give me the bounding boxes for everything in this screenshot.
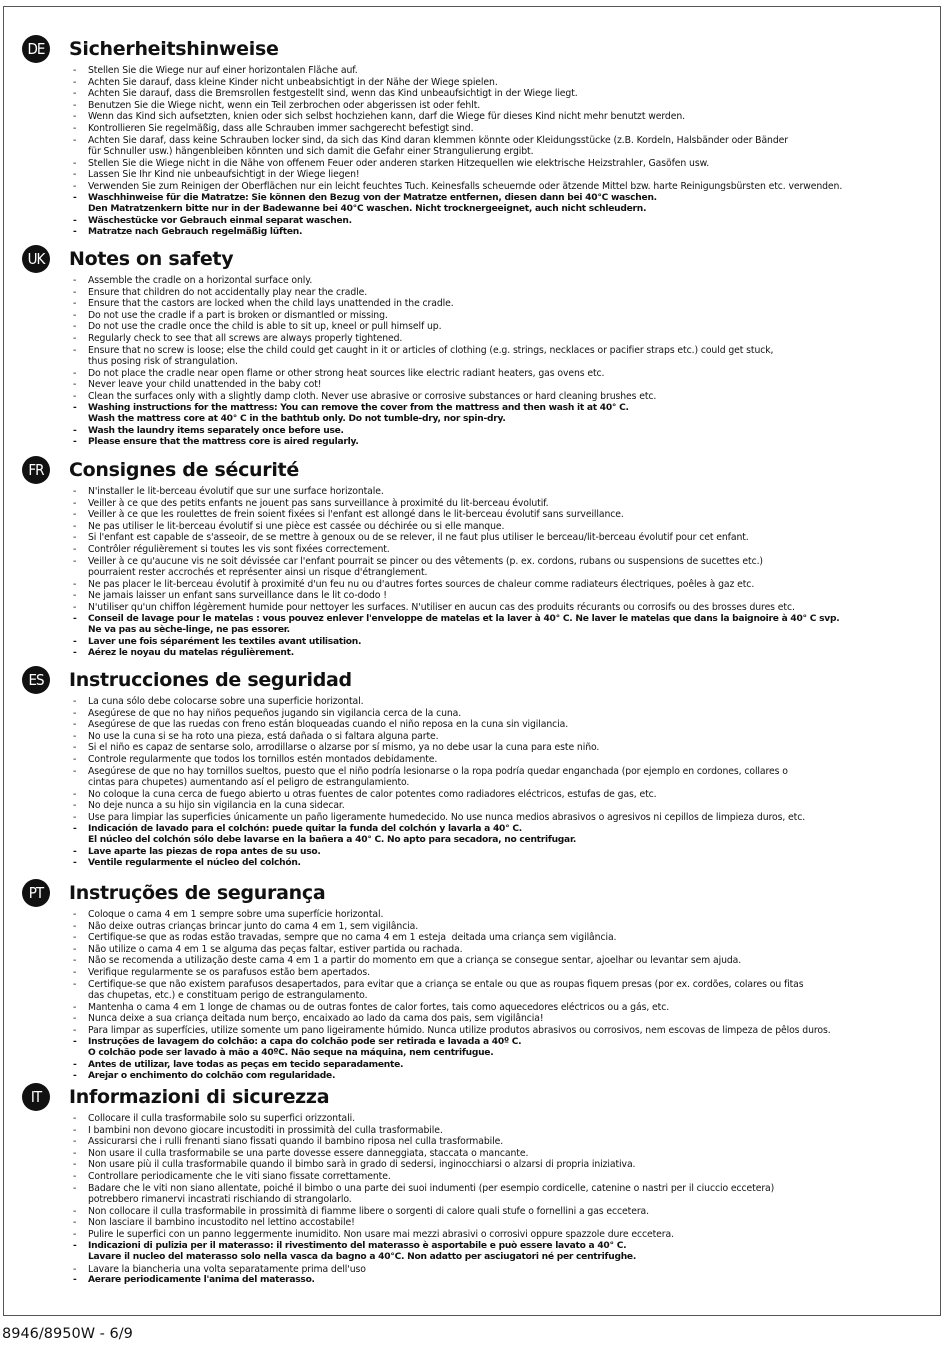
list-item [22,921,922,933]
list-item [22,824,922,847]
safety-list [22,486,922,660]
list-item-text: Arejar o enchimento do colchão com regularidade. [88,1071,336,1082]
list-item [22,1159,922,1171]
list-item [22,77,922,89]
bullet-dash: - [73,978,77,990]
list-item-text: Badare che le viti non siano allentate, poiché il bimbo o una parte dei suoi indumenti (per esempio cordicelle, catenine o nastri per il ciuccio eccetera) [88,1182,775,1194]
list-item [22,742,922,754]
list-item-text: Coloque o cama 4 em 1 sempre sobre uma superfície horizontal. [88,909,384,920]
bullet-dash: - [73,730,77,742]
bullet-dash: - [73,578,77,590]
list-item [22,754,922,766]
list-item [22,1136,922,1148]
bullet-dash: - [73,1036,77,1047]
list-item [22,437,922,449]
list-item-text: Assemble the cradle on a horizontal surface only. [88,275,313,286]
bullet-dash: - [73,65,77,76]
list-item-text: Não se recomenda a utilização deste cama 4 em 1 a partir do momento em que a criança se consegue sentar, ajoelhar ou levantar sem ajuda. [88,955,742,967]
list-item-continuation: O colchão pode ser lavado à mão a 40ºC. Não seque na máquina, nem centrifugue. [88,1048,494,1059]
bullet-dash: - [73,753,77,765]
bullet-dash: - [73,1217,77,1229]
section-header [22,246,922,272]
list-item [22,227,922,239]
list-item [22,1025,922,1037]
list-item [22,486,922,498]
bullet-dash: - [73,858,77,869]
list-item [22,766,922,789]
bullet-dash: - [73,227,77,238]
bullet-dash: - [73,1147,77,1159]
bullet-dash: - [73,1170,77,1182]
list-item [22,1264,922,1276]
list-item-text: Benutzen Sie die Wiege nicht, wenn ein Teil zerbrochen oder abgerissen ist oder fehlt. [88,99,481,111]
list-item [22,719,922,731]
list-item-text: Certifique-se que não existem parafusos desapertados, para evitar que a criança se entale ou que as roupas fiquem presas (por ex. cordões, colares ou fitas [88,978,804,990]
list-item-continuation: thus posing risk of strangulation. [88,356,238,368]
bullet-dash: - [73,157,77,169]
list-item-text: Do not place the cradle near open flame or other strong heat sources like electric radiant heaters, gas ovens etc. [88,367,605,379]
bullet-dash: - [73,321,77,333]
bullet-dash: - [73,932,77,944]
bullet-dash: - [73,76,77,88]
bullet-dash: - [73,122,77,134]
list-item-text: Ne pas placer le lit-berceau évolutif à proximité d'un feu nu ou d'autres fortes sources de chaleur comme radiateurs électriques, poêles à gaz etc. [88,578,755,590]
list-item-text: Aérez le noyau du matelas régulièrement. [88,648,294,659]
language-badge-icon: FR [22,456,50,484]
list-item-text: N'installer le lit-berceau évolutif que sur une surface horizontale. [88,486,384,497]
list-item [22,379,922,391]
list-item-text: Certifique-se que as rodas estão travadas, sempre que no cama 4 em 1 esteja deitada uma criança sem vigilância. [88,932,617,944]
list-item-text: Ventile regularmente el núcleo del colchón. [88,858,301,869]
list-item-text: Asegúrese de que no hay tornillos sueltos, puesto que el niño podría lesionarse o la ropa podría quedar enganchada (por ejemplo en cordones, collares o [88,765,788,777]
list-item [22,123,922,135]
language-badge-icon: ES [22,666,50,694]
list-item [22,1229,922,1241]
bullet-dash: - [73,532,77,544]
list-item-text: No use la cuna si se ha roto una pieza, está dañada o si faltara alguna parte. [88,730,439,742]
list-item-text: I bambini non devono giocare incustoditi in prossimità del culla trasformabile. [88,1124,443,1136]
bullet-dash: - [73,1059,77,1070]
list-item-continuation: Wash the mattress core at 40° C in the bathtub only. Do not tumble-dry, nor spin-dry. [88,414,506,425]
list-item-text: Mantenha o cama 4 em 1 longe de chamas ou de outras fontes de calor fortes, tais como aquecedores eléctricos ou a gás, etc. [88,1001,670,1013]
list-item [22,1275,922,1287]
bullet-dash: - [73,1240,77,1251]
list-item [22,614,922,637]
list-item [22,100,922,112]
bullet-dash: - [73,1124,77,1136]
bullet-dash: - [73,543,77,555]
list-item [22,708,922,720]
bullet-dash: - [73,332,77,344]
list-item-text: Verwenden Sie zum Reinigen der Oberflächen nur ein leicht feuchtes Tuch. Keinesfalls scheuernde oder ätzende Mittel bzw. harte Reinigungsbürsten etc. verwenden. [88,180,843,192]
bullet-dash: - [73,509,77,521]
bullet-dash: - [73,920,77,932]
section-es [22,667,922,870]
list-item [22,333,922,345]
list-item-text: Ensure that the castors are locked when the child lays unattended in the cradle. [88,298,454,310]
list-item [22,812,922,824]
list-item [22,391,922,403]
list-item [22,648,922,660]
list-item-text: Controle regularmente que todos los tornillos estén montados debidamente. [88,753,438,765]
bullet-dash: - [73,111,77,123]
bullet-dash: - [73,1182,77,1194]
list-item-continuation: potrebbero rimanervi incastrati rischiando di strangolarlo. [88,1194,352,1206]
bullet-dash: - [73,1024,77,1036]
bullet-dash: - [73,1263,77,1275]
bullet-dash: - [73,742,77,754]
bullet-dash: - [73,309,77,321]
section-title: Instrucciones de seguridad [69,669,352,691]
list-item [22,169,922,181]
section-title: Consignes de sécurité [69,459,299,481]
section-pt [22,880,922,1083]
bullet-dash: - [73,966,77,978]
list-item [22,532,922,544]
list-item-text: Veiller à ce que les roulettes de frein soient fixées si l'enfant est allongé dans le lit-berceau évolutif sans surveillance. [88,509,624,521]
bullet-dash: - [73,1071,77,1082]
list-item-text: Verifique regularmente se os parafusos estão bem apertados. [88,966,370,978]
list-item [22,556,922,579]
bullet-dash: - [73,437,77,448]
list-item-text: La cuna sólo debe colocarse sobre una superficie horizontal. [88,696,364,707]
list-item-text: Wash the laundry items separately once before use. [88,425,344,436]
list-item [22,1241,922,1264]
bullet-dash: - [73,134,77,146]
list-item-continuation: Lavare il nucleo del materasso solo nella vasca da bagno a 40°C. Non adatto per asciugatori né per centrifughe. [88,1252,637,1263]
list-item-text: Instruções de lavagem do colchão: a capa do colchão pode ser retirada e lavada a 40º C. [88,1036,522,1047]
bullet-dash: - [73,1228,77,1240]
list-item-text: Kontrollieren Sie regelmäßig, dass alle Schrauben immer sachgerecht befestigt sind. [88,122,474,134]
list-item-text: Ensure that children do not accidentally play near the cradle. [88,286,368,298]
safety-list [22,696,922,870]
list-item [22,1037,922,1060]
list-item-text: Veiller à ce qu'aucune vis ne soit dévissée car l'enfant pourrait se pincer ou des vêtements (p. ex. cordons, rubans ou suspensions de sucettes etc.) [88,555,763,567]
list-item [22,909,922,921]
list-item-text: Pulire le superfici con un panno leggermente inumidito. Non usare mai mezzi abrasivi o corrosivi oppure spazzole dure eccetera. [88,1228,674,1240]
section-header [22,457,922,483]
bullet-dash: - [73,425,77,436]
list-item-text: Never leave your child unattended in the baby cot! [88,379,322,391]
section-header [22,880,922,906]
list-item [22,275,922,287]
section-de [22,36,922,239]
bullet-dash: - [73,520,77,532]
list-item-text: Asegúrese de que las ruedas con freno están bloqueadas cuando el niño reposa en la cuna sin vigilancia. [88,719,569,731]
list-item [22,1125,922,1137]
bullet-dash: - [73,555,77,567]
bullet-dash: - [73,1275,77,1286]
section-title: Instruções de segurança [69,882,326,904]
list-item-text: Ne pas utiliser le lit-berceau évolutif si une pièce est cassée ou déchirée ou si elle manque. [88,520,505,532]
bullet-dash: - [73,486,77,497]
bullet-dash: - [73,88,77,100]
bullet-dash: - [73,811,77,823]
list-item [22,181,922,193]
bullet-dash: - [73,909,77,920]
list-item [22,979,922,1002]
list-item [22,1113,922,1125]
list-item [22,509,922,521]
bullet-dash: - [73,286,77,298]
list-item-text: Please ensure that the mattress core is aired regularly. [88,437,359,448]
list-item-text: Para limpar as superfícies, utilize somente um pano ligeiramente húmido. Nunca utilize produtos abrasivos ou corrosivos, nem escovas de limpeza de pêlos duros. [88,1024,831,1036]
list-item-continuation: El núcleo del colchón sólo debe lavarse en la bañera a 40° C. No apto para secadora, no centrifugar. [88,835,577,846]
list-item [22,1183,922,1206]
list-item [22,967,922,979]
section-title: Sicherheitshinweise [69,38,279,60]
bullet-dash: - [73,1136,77,1148]
language-badge-icon: DE [22,35,50,63]
list-item-text: N'utiliser qu'un chiffon légèrement humide pour nettoyer les surfaces. N'utiliser en aucun cas des produits récurants ou corrosifs ou des brosses dures etc. [88,601,795,613]
section-header [22,36,922,62]
list-item [22,403,922,426]
bullet-dash: - [73,298,77,310]
list-item [22,858,922,870]
list-item-text: Não deixe outras crianças brincar junto do cama 4 em 1, sem vigilância. [88,920,419,932]
list-item-text: Stellen Sie die Wiege nur auf einer horizontalen Fläche auf. [88,65,358,76]
bullet-dash: - [73,636,77,647]
list-item [22,1060,922,1072]
bullet-dash: - [73,379,77,391]
bullet-dash: - [73,800,77,812]
section-uk [22,246,922,449]
section-title: Informazioni di sicurezza [69,1086,330,1108]
list-item [22,65,922,77]
list-item [22,1206,922,1218]
list-item-continuation: das chupetas, etc.) e constituam perigo de estrangulamento. [88,990,368,1002]
list-item [22,368,922,380]
bullet-dash: - [73,1113,77,1124]
list-item-text: Controllare periodicamente che le viti siano fissate correttamente. [88,1170,391,1182]
bullet-dash: - [73,1205,77,1217]
safety-list [22,275,922,449]
list-item-text: Wäschestücke vor Gebrauch einmal separat waschen. [88,215,352,226]
language-badge-icon: PT [22,879,50,907]
list-item-text: Nunca deixe a sua criança deitada num berço, encaixado ao lado da cama dos pais, sem vigilância! [88,1013,544,1025]
list-item-continuation: Den Matratzenkern bitte nur in der Badewanne bei 40°C waschen. Nicht trocknergeeignet, auch nicht schleudern. [88,204,647,215]
list-item-text: Non usare più il culla trasformabile quando il bimbo sarà in grado di sedersi, inginocchiarsi o alzarsi di propria iniziativa. [88,1159,636,1171]
list-item-text: Lavare la biancheria una volta separatamente prima dell'uso [88,1263,366,1275]
list-item-text: Achten Sie darauf, dass die Bremsrollen festgestellt sind, wenn das Kind unbeaufsichtigt in der Wiege liegt. [88,88,578,100]
list-item [22,1217,922,1229]
list-item [22,158,922,170]
list-item-text: Non collocare il culla trasformabile in prossimità di fiamme libere o sorgenti di calore quali stufe o fornellini a gas eccetera. [88,1205,650,1217]
list-item-text: Non usare il culla trasformabile se una parte dovesse essere danneggiata, staccata o mancante. [88,1147,529,1159]
list-item-continuation: pourraient rester accrochés et représenter ainsi un risque d'étranglement. [88,567,428,579]
bullet-dash: - [73,169,77,181]
list-item [22,111,922,123]
list-item-text: Wenn das Kind sich aufsetzten, knien oder sich selbst hochziehen kann, darf die Wiege für dieses Kind nicht mehr benutzt werden. [88,111,685,123]
safety-list [22,1113,922,1287]
list-item-text: Indicación de lavado para el colchón: puede quitar la funda del colchón y lavarla a 40° C. [88,823,522,834]
list-item [22,216,922,228]
list-item [22,193,922,216]
section-fr [22,457,922,660]
bullet-dash: - [73,390,77,402]
list-item [22,932,922,944]
section-title: Notes on safety [69,248,234,270]
list-item-text: Si l'enfant est capable de s'asseoir, de se mettre à genoux ou de se relever, il ne faut plus utiliser le berceau/lit-berceau évolutif pour cet enfant. [88,532,749,544]
list-item-text: No deje nunca a su hijo sin vigilancia en la cuna sidecar. [88,800,345,812]
list-item [22,345,922,368]
list-item-text: Waschhinweise für die Matratze: Sie können den Bezug von der Matratze entfernen, diesen dann bei 40°C waschen. [88,192,657,203]
list-item-text: Veiller à ce que des petits enfants ne jouent pas sans surveillance à proximité du lit-berceau évolutif. [88,497,549,509]
list-item-text: Collocare il culla trasformabile solo su superfici orizzontali. [88,1113,355,1124]
list-item [22,310,922,322]
list-item [22,321,922,333]
list-item [22,731,922,743]
bullet-dash: - [73,613,77,624]
list-item [22,944,922,956]
safety-list [22,65,922,239]
list-item [22,955,922,967]
list-item-continuation: für Schnuller usw.) hängenbleiben könnten und sich damit die Gefahr einer Strangulierung ergibt. [88,146,534,158]
list-item-continuation: Ne va pas au sèche-linge, ne pas essorer. [88,625,290,636]
bullet-dash: - [73,696,77,707]
bullet-dash: - [73,765,77,777]
list-item-text: Si el niño es capaz de sentarse solo, arrodillarse o alzarse por sí mismo, ya no debe usar la cuna para este niño. [88,742,600,754]
list-item-text: Aerare periodicamente l'anima del materasso. [88,1275,315,1286]
list-item-text: No coloque la cuna cerca de fuego abierto u otras fuentes de calor potentes como radiadores eléctricos, estufas de gas, etc. [88,788,657,800]
list-item [22,579,922,591]
section-header [22,1084,922,1110]
list-item-text: Clean the surfaces only with a slightly damp cloth. Never use abrasive or corrosive substances or hard cleaning brushes etc. [88,390,657,402]
bullet-dash: - [73,215,77,226]
list-item [22,1013,922,1025]
bullet-dash: - [73,788,77,800]
list-item [22,521,922,533]
list-item-text: Stellen Sie die Wiege nicht in die Nähe von offenem Feuer oder anderen starken Hitzequellen wie elektrische Heizstrahler, Gasöfen usw. [88,157,710,169]
bullet-dash: - [73,955,77,967]
list-item-text: Do not use the cradle once the child is able to sit up, kneel or pull himself up. [88,321,442,333]
list-item-text: Ensure that no screw is loose; else the child could get caught in it or articles of clothing (e.g. strings, necklaces or pacifier straps etc.) could get stuck, [88,344,774,356]
list-item [22,789,922,801]
bullet-dash: - [73,601,77,613]
list-item [22,1148,922,1160]
list-item-text: Assicurarsi che i rulli frenanti siano fissati quando il bambino riposa nel culla trasformabile. [88,1136,504,1148]
bullet-dash: - [73,99,77,111]
safety-list [22,909,922,1083]
list-item [22,498,922,510]
list-item [22,135,922,158]
list-item [22,1171,922,1183]
section-header [22,667,922,693]
list-item-text: Achten Sie darauf, dass kleine Kinder nicht unbeabsichtigt in der Nähe der Wiege spielen. [88,76,498,88]
list-item [22,287,922,299]
list-item [22,847,922,859]
bullet-dash: - [73,707,77,719]
list-item [22,602,922,614]
section-it [22,1084,922,1287]
list-item [22,88,922,100]
list-item [22,1071,922,1083]
list-item [22,696,922,708]
list-item [22,426,922,438]
bullet-dash: - [73,497,77,509]
bullet-dash: - [73,367,77,379]
list-item [22,590,922,602]
list-item [22,544,922,556]
list-item-text: Contrôler régulièrement si toutes les vis sont fixées correctement. [88,543,390,555]
list-item [22,800,922,812]
bullet-dash: - [73,192,77,203]
list-item-text: Laver une fois séparément les textiles avant utilisation. [88,636,362,647]
bullet-dash: - [73,823,77,834]
language-badge-icon: UK [22,245,50,273]
list-item-text: Não utilize o cama 4 em 1 se alguma das peças faltar, estiver partida ou rachada. [88,943,463,955]
list-item-text: Do not use the cradle if a part is broken or dismantled or missing. [88,309,388,321]
bullet-dash: - [73,590,77,602]
list-item [22,1002,922,1014]
bullet-dash: - [73,180,77,192]
list-item-text: Use para limpiar las superficies únicamente un paño ligeramente humedecido. No use nunca medios abrasivos o agresivos ni cepillos de limpieza duros, etc. [88,811,806,823]
bullet-dash: - [73,1159,77,1171]
bullet-dash: - [73,402,77,413]
list-item-text: Lassen Sie Ihr Kind nie unbeaufsichtigt in der Wiege liegen! [88,169,360,181]
page-footer: 8946/8950W - 6/9 [2,1326,133,1342]
list-item [22,637,922,649]
list-item-text: Non lasciare il bambino incustodito nel lettino accostabile! [88,1217,355,1229]
list-item-text: Asegúrese de que no hay niños pequeños jugando sin vigilancia cerca de la cuna. [88,707,462,719]
list-item-text: Matratze nach Gebrauch regelmäßig lüften. [88,227,303,238]
list-item-text: Washing instructions for the mattress: You can remove the cover from the mattress and then wash it at 40° C. [88,402,629,413]
bullet-dash: - [73,648,77,659]
bullet-dash: - [73,1013,77,1025]
bullet-dash: - [73,1001,77,1013]
bullet-dash: - [73,275,77,286]
list-item [22,298,922,310]
bullet-dash: - [73,943,77,955]
bullet-dash: - [73,344,77,356]
list-item-text: Achten Sie daraf, dass keine Schrauben locker sind, da sich das Kind daran klemmen könnte oder Kleidungsstücke (z.B. Kordeln, Halsbänder oder Bänder [88,134,788,146]
list-item-text: Antes de utilizar, lave todas as peças em tecido separadamente. [88,1059,404,1070]
bullet-dash: - [73,719,77,731]
list-item-text: Ne jamais laisser un enfant sans surveillance dans le lit co-dodo ! [88,590,387,602]
language-badge-icon: IT [22,1083,50,1111]
list-item-text: Regularly check to see that all screws are always properly tightened. [88,332,403,344]
list-item-continuation: cintas para chupetes) aumentando así el peligro de estrangulamiento. [88,777,410,789]
list-item-text: Lave aparte las piezas de ropa antes de su uso. [88,846,321,857]
list-item-text: Indicazioni di pulizia per il materasso: il rivestimento del materasso è asportabile e può essere lavato a 40° C. [88,1240,627,1251]
list-item-text: Conseil de lavage pour le matelas : vous pouvez enlever l'enveloppe de matelas et la laver à 40° C. Ne laver le matelas que dans la baignoire à 40° C svp. [88,613,840,624]
bullet-dash: - [73,846,77,857]
